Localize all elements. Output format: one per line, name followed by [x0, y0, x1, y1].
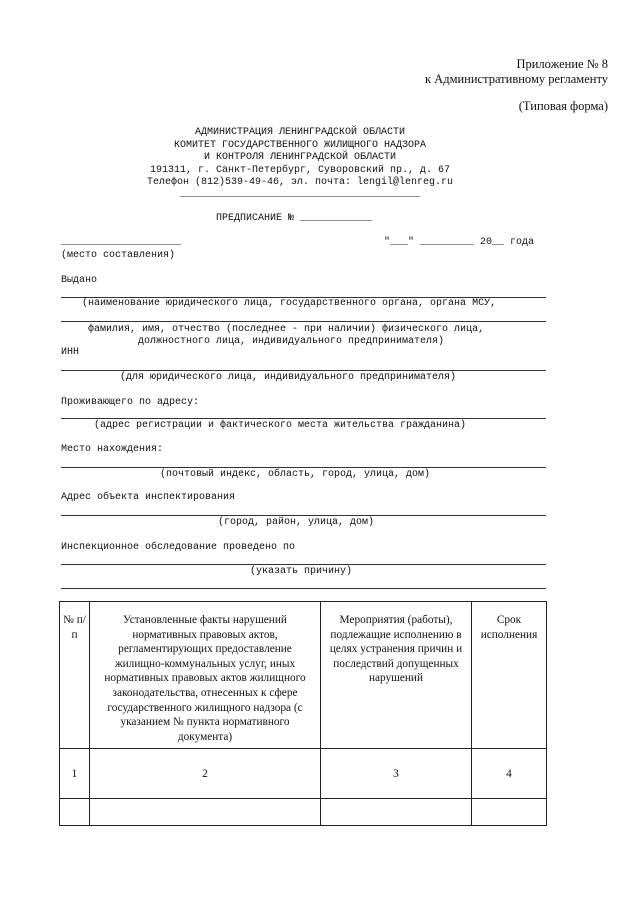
header-line-1: АДМИНИСТРАЦИЯ ЛЕНИНГРАДСКОЙ ОБЛАСТИ — [194, 127, 406, 138]
inspection-caption: (указать причину) — [250, 566, 353, 577]
header-divider: ________________________________________ — [179, 189, 421, 200]
residing-label: Проживающего по адресу: — [61, 397, 200, 408]
document-title: ПРЕДПИСАНИЕ № ____________ — [216, 213, 373, 224]
inn-line — [61, 370, 546, 371]
appendix-line-2: к Административному регламенту — [424, 72, 608, 86]
issued-caption-1: (наименование юридического лица, государственного органа, органа МСУ, — [82, 298, 497, 309]
column-number-1: 1 — [60, 749, 90, 799]
header-cell-number: № п/п — [60, 602, 90, 749]
header-cell-violations: Установленные факты нарушений нормативных правовых актов, регламентирующих предоставление жилищно-коммунальных услуг, иных нормативных правовых актов жилищного законодательства, отнесенных к сфере государственного жилищного надзора (с указанием № пункта нормативного документа) — [90, 602, 321, 749]
location-caption: (почтовый индекс, область, город, улица, дом) — [160, 469, 431, 480]
header-line-3: И КОНТРОЛЯ ЛЕНИНГРАДСКОЙ ОБЛАСТИ — [203, 152, 397, 163]
empty-cell[interactable] — [60, 799, 90, 826]
place-line: ____________________ — [61, 237, 182, 248]
table-row — [60, 799, 547, 826]
header-cell-measures: Мероприятия (работы), подлежащие исполнению в целях устранения причин и последствий допущенных нарушений — [321, 602, 472, 749]
residing-line — [61, 418, 546, 419]
header-line-2: КОМИТЕТ ГОСУДАРСТВЕННОГО ЖИЛИЩНОГО НАДЗОРА — [173, 139, 427, 151]
inspection-line — [61, 564, 546, 565]
issued-caption-3: должностного лица, индивидуального предпринимателя) — [138, 336, 445, 347]
empty-cell[interactable] — [321, 799, 472, 826]
place-caption: (место составления) — [61, 250, 176, 261]
inspection-label: Инспекционное обследование проведено по — [61, 542, 296, 553]
issued-caption-2: фамилия, имя, отчество (последнее - при наличии) физического лица, — [88, 324, 485, 335]
date-line: "___" _________ 20__ года — [384, 237, 535, 248]
inn-label: ИНН — [61, 347, 80, 358]
object-label: Адрес объекта инспектирования — [61, 492, 236, 503]
object-line — [61, 515, 546, 516]
violations-table — [59, 601, 547, 826]
appendix-note — [425, 57, 608, 87]
table-header-row — [60, 602, 547, 749]
inspection-line-2 — [61, 588, 546, 589]
location-label: Место нахождения: — [61, 444, 164, 455]
empty-cell[interactable] — [472, 799, 547, 826]
location-line — [61, 467, 546, 468]
inn-caption: (для юридического лица, индивидуального предпринимателя) — [120, 372, 457, 383]
column-number-3: 3 — [321, 749, 472, 799]
column-number-2: 2 — [90, 749, 321, 799]
residing-caption: (адрес регистрации и фактического места жительства гражданина) — [94, 420, 467, 431]
empty-cell[interactable] — [90, 799, 321, 826]
column-number-4: 4 — [472, 749, 547, 799]
object-caption: (город, район, улица, дом) — [218, 517, 375, 528]
header-address: 191311, г. Санкт-Петербург, Суворовский пр., д. 67 — [149, 164, 451, 176]
header-contacts: Телефон (812)539-49-46, эл. почта: lengil@lenreg.ru — [146, 177, 454, 188]
appendix-line-1: Приложение № 8 — [516, 57, 608, 71]
table-number-row — [60, 749, 547, 799]
header-cell-deadline: Срок исполнения — [472, 602, 547, 749]
issued-line-2 — [61, 321, 546, 322]
form-type-label: (Типовая форма) — [518, 99, 608, 113]
issued-label: Выдано — [61, 275, 98, 286]
